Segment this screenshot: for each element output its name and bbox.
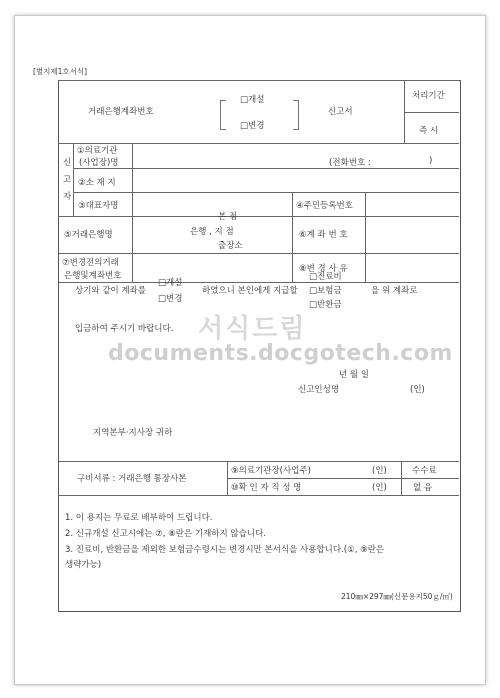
sentence-a: 상기와 같이 계좌를 [75,286,147,296]
watermark-title: 서식드림 [198,314,307,344]
reporter-side-3: 자 [63,192,72,202]
option-medical-fee: □진료비 [309,272,342,282]
report-label: 신고서 [328,107,353,117]
note-2: 2. 신규개설 신고시에는 ⑦, ⑧란은 기재하지 않습니다. [65,529,266,539]
option-acct-change: □변경 [158,294,183,304]
watermark-url: documents.docgotech.com [108,341,453,366]
option-acct-open: □개설 [158,278,183,288]
institution-label: ①의료기관 [77,146,118,156]
resident-number-label: ④주민등록번호 [296,201,353,211]
previous-bank-label: ⑦변경전의거래 [62,258,119,268]
note-3: 3. 진료비, 반환금을 제외한 보험금수령시는 변경시만 본서식을 사용합니다.(①, ⑨란은 [65,545,385,555]
date-line: 년 월 일 [339,370,370,380]
institution-head-label: ⑨의료기관장(사업주) [231,466,311,476]
sentence-b: 하였으니 본인에게 지급할 [202,286,298,296]
reporter-side-2: 고 [63,175,72,185]
paper-size-footer: 210㎜×297㎜(신문용지50ｇ/㎡) [341,592,453,601]
bank-name-label: ⑤거래은행명 [64,230,113,240]
phone-close: ) [429,156,433,166]
address-label: ②소 재 지 [78,178,116,188]
fee-label: 수수료 [412,466,437,476]
previous-bank-label-2: 은행및계좌번호 [64,271,122,281]
branch-line-1: 본 점 [218,212,238,222]
option-change: □변경 [240,121,265,131]
option-open: □개설 [240,95,265,105]
option-insurance: □보험금 [309,286,342,296]
processing-period-label: 처리기간 [412,91,445,101]
required-documents: 구비서류 : 거래은행 통장사본 [77,474,187,484]
reporter-side-1: 신 [63,158,72,168]
sentence-d: 입금하여 주시기 바랍니다. [75,324,174,334]
account-number-label: ⑥계 좌 번 호 [299,230,348,240]
branch-line-3: 출장소 [218,241,243,251]
note-1: 1. 이 용지는 무료로 배부하여 드립니다. [65,513,213,523]
note-3-cont: 생략가능) [65,560,102,570]
form-title: 거래은행계좌번호 [88,107,154,117]
fee-value: 없 음 [413,483,433,493]
branch-line-2: 은행 , 지 점 [190,227,234,237]
change-reason-label: ⑧변 경 사 유 [299,264,348,274]
form-id: [별지제1호서식] [33,67,88,76]
document-page [14,15,486,685]
option-refund: □반환금 [309,300,342,310]
recipient-line: 지역본부·지사장 귀하 [93,428,173,438]
phone-label: (전화번호 : [329,158,371,168]
institution-label-2: (사업장)명 [79,158,119,168]
signer-label: 신고인성명 [298,385,340,395]
processing-period-value: 즉 시 [419,126,439,136]
sentence-c: 을 위 계좌로 [371,286,418,296]
confirmer-seal: (인) [372,483,387,493]
confirmer-label: ⑩확 인 자 직 성 명 [231,483,302,493]
signer-seal: (인) [410,385,425,395]
institution-head-seal: (인) [372,466,387,476]
representative-label: ③대표자명 [78,201,119,211]
